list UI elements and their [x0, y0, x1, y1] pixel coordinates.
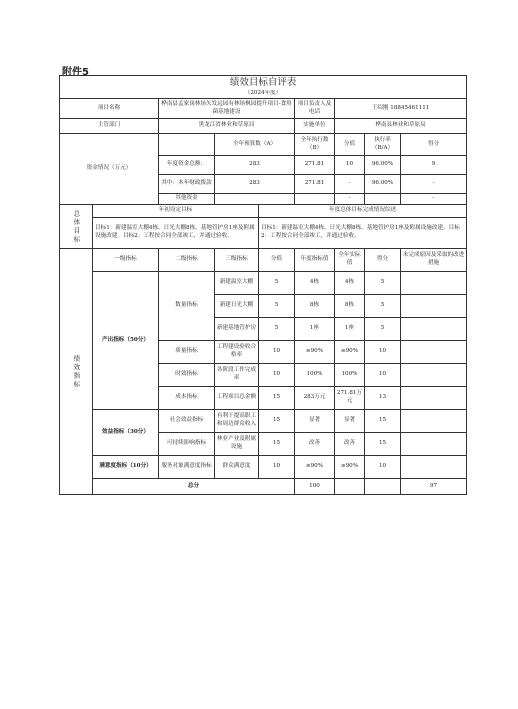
ind-l2: 质量指标 — [159, 341, 215, 364]
ind-actual: 显著 — [335, 410, 365, 433]
ind-target: 改善 — [295, 433, 335, 456]
ind-l3: 工程建设验收合格率 — [215, 341, 259, 364]
ind-actual: 4栋 — [335, 272, 365, 295]
ind-score: 5 — [365, 272, 401, 295]
funds-row-budget: 283 — [215, 156, 295, 175]
ind-weight: 10 — [259, 364, 295, 387]
ind-score: 15 — [365, 410, 401, 433]
goals-actual-label: 年度总体目标完成情况综述 — [259, 205, 467, 218]
ind-score: 10 — [365, 364, 401, 387]
ind-reason — [401, 387, 467, 410]
ind-target: ≥90% — [295, 456, 335, 479]
ind-l2: 社会效益指标 — [159, 410, 215, 433]
ind-reason — [401, 364, 467, 387]
funds-row-label: 年度资金总额： — [159, 156, 215, 175]
ind-reason — [401, 318, 467, 341]
effect-indicator-label: 效益指标（30分） — [93, 410, 159, 456]
ind-header-l3: 三级指标 — [215, 249, 259, 272]
funds-header-score: 得分 — [401, 134, 467, 156]
self-evaluation-form — [59, 75, 466, 505]
ind-target: 4栋 — [295, 272, 335, 295]
ind-weight: 5 — [259, 272, 295, 295]
funds-row-weight: - — [335, 194, 365, 205]
goals-planned-label: 年初设定目标 — [93, 205, 259, 218]
ind-reason — [401, 295, 467, 318]
ind-reason — [401, 410, 467, 433]
output-indicator-label: 产出指标（50分） — [93, 272, 159, 410]
ind-target: 显著 — [295, 410, 335, 433]
project-name: 桦南县孟家岗林场矢发远园有林场枫园提升项目-食用菌基地建设 — [159, 99, 295, 119]
funds-row-label: 其中：本年财政拨款 — [159, 175, 215, 194]
ind-reason — [401, 272, 467, 295]
ind-weight: 15 — [259, 387, 295, 410]
ind-weight: 15 — [259, 410, 295, 433]
form-year: （2024年度） — [60, 90, 467, 99]
funds-row-budget: 283 — [215, 175, 295, 194]
project-owner: 王绍刚 18845461111 — [335, 99, 467, 119]
funds-row-rate: 96.00% — [365, 156, 401, 175]
ind-actual: 100% — [335, 364, 365, 387]
ind-actual: 271.81万元 — [335, 387, 365, 410]
ind-header-l2: 二级指标 — [159, 249, 215, 272]
evaluation-table — [59, 75, 467, 495]
ind-weight: 10 — [259, 456, 295, 479]
attachment-label: 附件5 — [62, 67, 89, 78]
ind-target: 1座 — [295, 318, 335, 341]
funds-row-rate — [365, 194, 401, 205]
indicators-label: 绩效指标 — [60, 249, 93, 495]
ind-target: 100% — [295, 364, 335, 387]
funds-row-score: 9 — [401, 156, 467, 175]
total-blank-1 — [335, 479, 365, 495]
goals-label: 总体目标 — [60, 205, 93, 249]
ind-header-reason: 未完成原因及采取的改进措施 — [401, 249, 467, 272]
ind-l2: 服务对象满意度指标 — [159, 456, 215, 479]
ind-actual: 8栋 — [335, 295, 365, 318]
ind-l2: 成本指标 — [159, 387, 215, 410]
dept-value: 黑龙江省林业和草原局 — [159, 119, 295, 134]
ind-weight: 10 — [259, 341, 295, 364]
ind-score: 13 — [365, 387, 401, 410]
project-name-label: 项目名称 — [60, 99, 159, 119]
ind-reason — [401, 341, 467, 364]
ind-score: 5 — [365, 295, 401, 318]
total-weight: 100 — [295, 479, 335, 495]
ind-l3: 有利于提高职工和周边群众收入 — [215, 410, 259, 433]
ind-score: 5 — [365, 318, 401, 341]
ind-l3: 新建基地管护房 — [215, 318, 259, 341]
funds-label: 资金情况（万元） — [60, 134, 159, 205]
ind-weight: 5 — [259, 295, 295, 318]
funds-header-executed: 全年执行数（B） — [295, 134, 335, 156]
ind-reason — [401, 433, 467, 456]
goals-planned-text: 目标1：新建温室大棚4栋、日光大棚8栋、基地管护房1座及附属设施改建。目标2：工程按合同全部竣工，并通过验收。 — [93, 218, 259, 249]
funds-row-label: 其他资金 — [159, 194, 215, 205]
total-score: 97 — [401, 479, 467, 495]
ind-reason — [401, 456, 467, 479]
ind-l3: 新建日光大棚 — [215, 295, 259, 318]
funds-header-rate: 执行率（B/A） — [365, 134, 401, 156]
ind-actual: ≥90% — [335, 341, 365, 364]
total-blank-2 — [365, 479, 401, 495]
ind-header-target: 年度指标值 — [295, 249, 335, 272]
total-label: 总分 — [93, 479, 295, 495]
satisfaction-indicator-label: 满意度指标（10分） — [93, 456, 159, 479]
ind-header-score: 得分 — [365, 249, 401, 272]
funds-header-blank — [159, 134, 215, 156]
ind-actual: 改善 — [335, 433, 365, 456]
ind-score: 15 — [365, 433, 401, 456]
ind-target: 8栋 — [295, 295, 335, 318]
ind-target: 283万元 — [295, 387, 335, 410]
ind-actual: 1座 — [335, 318, 365, 341]
ind-l2: 数量指标 — [159, 272, 215, 341]
form-title: 绩效目标自评表 — [60, 76, 467, 91]
ind-header-weight: 分值 — [259, 249, 295, 272]
ind-l3: 新建温室大棚 — [215, 272, 259, 295]
ind-header-actual: 全年实际值 — [335, 249, 365, 272]
ind-l3: 林业产业及附属设施 — [215, 433, 259, 456]
ind-l3: 群众满意度 — [215, 456, 259, 479]
ind-score: 10 — [365, 456, 401, 479]
funds-row-executed: 271.81 — [295, 156, 335, 175]
funds-row-score: - — [401, 194, 467, 205]
funds-row-executed: 271.81 — [295, 175, 335, 194]
dept-label: 主管部门 — [60, 119, 159, 134]
goals-actual-text: 目标1：新建温室大棚4栋、日光大棚8栋、基地管护房1座及附属设施改建。目标2：工程按合同全部竣工，并通过验收。 — [259, 218, 467, 249]
ind-actual: ≥90% — [335, 456, 365, 479]
funds-row-weight: - — [335, 175, 365, 194]
impl-label: 实施单位 — [295, 119, 335, 134]
ind-l3: 各阶段工作完成率 — [215, 364, 259, 387]
project-owner-label: 项目负责人及电话 — [295, 99, 335, 119]
ind-weight: 5 — [259, 318, 295, 341]
ind-l3: 工程项目总金额 — [215, 387, 259, 410]
funds-header-budget: 全年预算数（A） — [215, 134, 295, 156]
ind-weight: 15 — [259, 433, 295, 456]
funds-row-score: - — [401, 175, 467, 194]
ind-score: 10 — [365, 341, 401, 364]
funds-row-rate: 96.00% — [365, 175, 401, 194]
funds-row-weight: 10 — [335, 156, 365, 175]
ind-l2: 可持续影响指标 — [159, 433, 215, 456]
impl-value: 桦南县林业和草原局 — [335, 119, 467, 134]
ind-target: ≥90% — [295, 341, 335, 364]
funds-header-weight: 分值 — [335, 134, 365, 156]
ind-l2: 时效指标 — [159, 364, 215, 387]
funds-row-executed — [295, 194, 335, 205]
funds-row-budget — [215, 194, 295, 205]
ind-header-l1: 一级指标 — [93, 249, 159, 272]
